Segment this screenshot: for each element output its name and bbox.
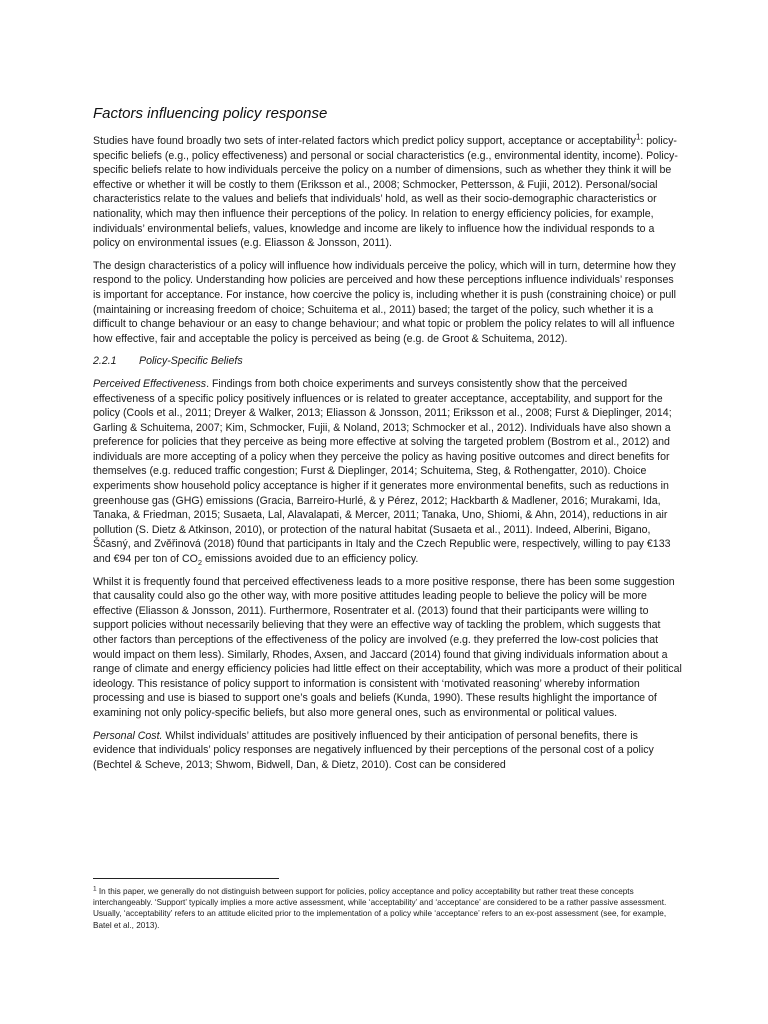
paragraph-design-characteristics: The design characteristics of a policy will influence how individuals perceive the policy, which will in turn, determine how they respond to the policy. Understanding how policies are perceived and how these perceptions influence individuals’ responses is important for acceptance. For instance, how coercive the policy is, including whether it is push (constraining choice) or pull (maintaining or increasing freedom of choice; Schuitema et al., 2011) based; the target of the policy, such whether it is a difficult to change behaviour or an easy to change behaviour; and what topic or problem the policy relates to will all influence how effective, fair and acceptable the policy is perceived as being (e.g. de Groot & Schuitema, 2012). bbox=[93, 259, 676, 345]
subsection-number: 2.2.1 bbox=[93, 355, 117, 368]
subsection-title: Policy-Specific Beliefs bbox=[139, 355, 243, 368]
paragraph-text: . Findings from both choice experiments and surveys consistently show that the perceived effectiveness of a specific policy positively influences or is related to greater acceptance, acceptability, and support for the policy (Cools et al., 2011; Dreyer & Walker, 2013; Eliasson & Jonsson, 2011; Eriksson et al., 2008; Furst & Dieplinger, 2014; Garling & Schuitema, 2007; Kim, Schmocker, Fujii, & Noland, 2013; Schmocker et al., 2012). Individuals have also shown a preference for policies that they perceive as being more effective at solving the targeted problem (Bostrom et al., 2012) and individuals are more accepting of a policy when they perceive the policy as having positive outcomes and direct benefits for themselves (e.g. reduced traffic congestion; Furst & Dieplinger, 2014; Schuitema, Steg, & Rothengatter, 2010). Choice experiments show household policy acceptance is higher if it generates more environmental benefits, such as reductions in greenhouse gas (GHG) emissions (Gracia, Barreiro-Hurlé, & y Pérez, 2012; Hackbarth & Madlener, 2016; Murakami, Ida, Tanaka, & Friedman, 2015; Susaeta, Lal, Alavalapati, & Mercer, 2011; Tanaka, Uno, Shiomi, & Ahn, 2014), reductions in air pollution (S. Dietz & Atkinson, 2010), or protection of the natural habitat (Susaeta et al., 2011). Indeed, Alberini, Bigano, Ščasný, and Zvěřinová (2018) f0und that participants in Italy and the Czech Republic were, respectively, willing to pay €133 and €94 per ton of CO bbox=[93, 377, 672, 566]
paragraph-perceived-effectiveness bbox=[93, 377, 683, 567]
paragraph-lead: Perceived Effectiveness bbox=[93, 377, 207, 390]
paragraph-lead: Personal Cost. bbox=[93, 729, 163, 742]
subsection-heading bbox=[93, 354, 683, 369]
paragraph-text: Whilst individuals’ attitudes are positively influenced by their anticipation of personal benefits, there is evidence that individuals’ policy responses are negatively influenced by their perceptions of the personal cost of a policy (Bechtel & Scheve, 2013; Shwom, Bidwell, Dan, & Dietz, 2010). Cost can be considered bbox=[93, 729, 654, 771]
footnote-mark: 1 bbox=[93, 885, 97, 893]
paragraph-text: : policy-specific beliefs (e.g., policy effectiveness) and personal or social characteristics (e.g., environmental identity, income). Policy-specific beliefs relate to how individuals perceive the policy on a number of dimensions, such as whether they think it will be effective or whether it will be costly to them (Eriksson et al., 2008; Schmocker, Pettersson, & Fujii, 2012). Personal/social characteristics relate to the values and beliefs that individuals’ hold, as well as their socio-demographic characteristics or nationality, which may then influence their perceptions of the policy. In relation to energy efficiency policies, for example, individuals’ environmental beliefs, values, knowledge and income are likely to influence how the individual responds to a policy on environmental issues (e.g. Eliasson & Jonsson, 2011). bbox=[93, 135, 678, 250]
paragraph-factors bbox=[93, 134, 683, 251]
footnote-reference: 1 bbox=[635, 132, 641, 142]
footnote bbox=[93, 886, 683, 931]
paragraph-text: Studies have found broadly two sets of inter-related factors which predict policy support, acceptance or acceptability bbox=[93, 135, 636, 147]
paragraph-personal-cost bbox=[93, 729, 683, 773]
subscript: 2 bbox=[197, 558, 203, 568]
footnote-divider bbox=[93, 878, 279, 879]
footnote-text: In this paper, we generally do not distinguish between support for policies, policy acceptance and policy acceptability but rather treat these concepts interchangeably. ‘Support’ typically implies a more active assessment, while ‘acceptability’ and ‘acceptance’ are considered to be a rather passive assessment. Usually, ‘acceptability’ refers to an attitude elicited prior to the implementation of a policy while ‘acceptance’ refers to an ex-post assessment (see, for example, Batel et al., 2013). bbox=[93, 887, 667, 930]
paragraph-causality: Whilst it is frequently found that perceived effectiveness leads to a more positive response, there has been some suggestion that causality could also go the other way, with more positive attitudes leading people to believe the policy will be more effective (Eliasson & Jonsson, 2011). Furthermore, Rosentrater et al. (2013) found that their participants were willing to support policies without necessarily believing that they were an effective way of tackling the problem, which suggests that other factors than perceptions of the effectiveness of the policy are involved (e.g. they preferred the low-cost policies that would impact on them less). Similarly, Rhodes, Axsen, and Jaccard (2014) found that giving individuals information about a range of climate and energy efficiency policies had little effect on their acceptability, which was more a product of their political ideology. This resistance of policy support to information is consistent with ‘motivated reasoning’ whereby information processing and use is biased to support one’s goals and beliefs (Kunda, 1990). These results highlight the importance of examining not only policy-specific beliefs, but also more general ones, such as environmental or political values. bbox=[93, 575, 682, 719]
section-heading: Factors influencing policy response bbox=[93, 105, 328, 122]
document-body bbox=[93, 104, 683, 780]
paragraph-text: emissions avoided due to an efficiency policy. bbox=[202, 553, 419, 566]
